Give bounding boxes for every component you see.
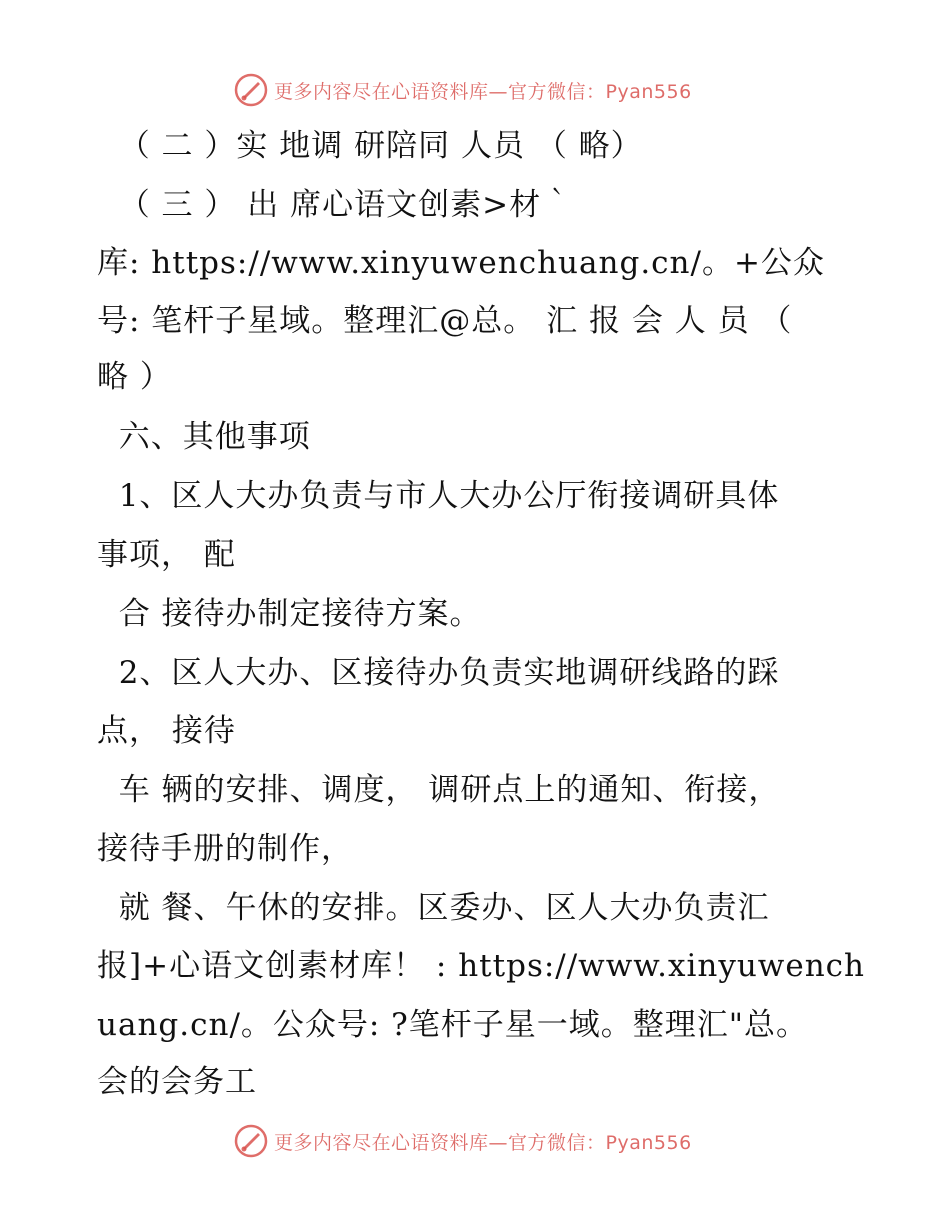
brush-logo-icon bbox=[234, 1124, 268, 1158]
text-line: 1、区人大办负责与市人大办公厅衔接调研具体 bbox=[97, 478, 780, 514]
text-line: 略 ） bbox=[97, 359, 172, 395]
text-line: 点， 接待 bbox=[97, 713, 236, 749]
text-line: 合 接待办制定接待方案。 bbox=[97, 596, 482, 632]
text-line: 事项， 配 bbox=[97, 537, 236, 573]
text-line: 报]+心语文创素材库！ : https://www.xinyuwench bbox=[97, 948, 865, 984]
watermark-text: 更多内容尽在心语资料库—官方微信：Pyan556 bbox=[274, 80, 692, 103]
brush-logo-icon bbox=[234, 73, 268, 107]
text-line: 2、区人大办、区接待办负责实地调研线路的踩 bbox=[97, 655, 780, 691]
text-line: （ 三 ） 出 席心语文创素>材｀ bbox=[97, 187, 574, 223]
text-line: 六、其他事项 bbox=[97, 419, 311, 455]
text-line: uang.cn/。公众号: ?笔杆子星一域。整理汇"总。 bbox=[97, 1007, 809, 1043]
watermark-header bbox=[234, 72, 692, 108]
watermark-footer bbox=[234, 1123, 692, 1159]
text-line: 会的会务工 bbox=[97, 1064, 257, 1100]
text-line: 号: 笔杆子星域。整理汇@总。 汇 报 会 人 员 （ bbox=[97, 303, 793, 339]
watermark-text: 更多内容尽在心语资料库—官方微信：Pyan556 bbox=[274, 1131, 692, 1154]
text-line: 接待手册的制作， bbox=[97, 831, 353, 867]
text-line: 库: https://www.xinyuwenchuang.cn/。+公众 bbox=[97, 245, 825, 281]
text-line: （ 二 ）实 地调 研陪同 人员 （ 略） bbox=[97, 128, 643, 164]
text-line: 就 餐、午休的安排。区委办、区人大办负责汇 bbox=[97, 890, 770, 926]
text-line: 车 辆的安排、调度， 调研点上的通知、衔接， bbox=[97, 772, 781, 808]
